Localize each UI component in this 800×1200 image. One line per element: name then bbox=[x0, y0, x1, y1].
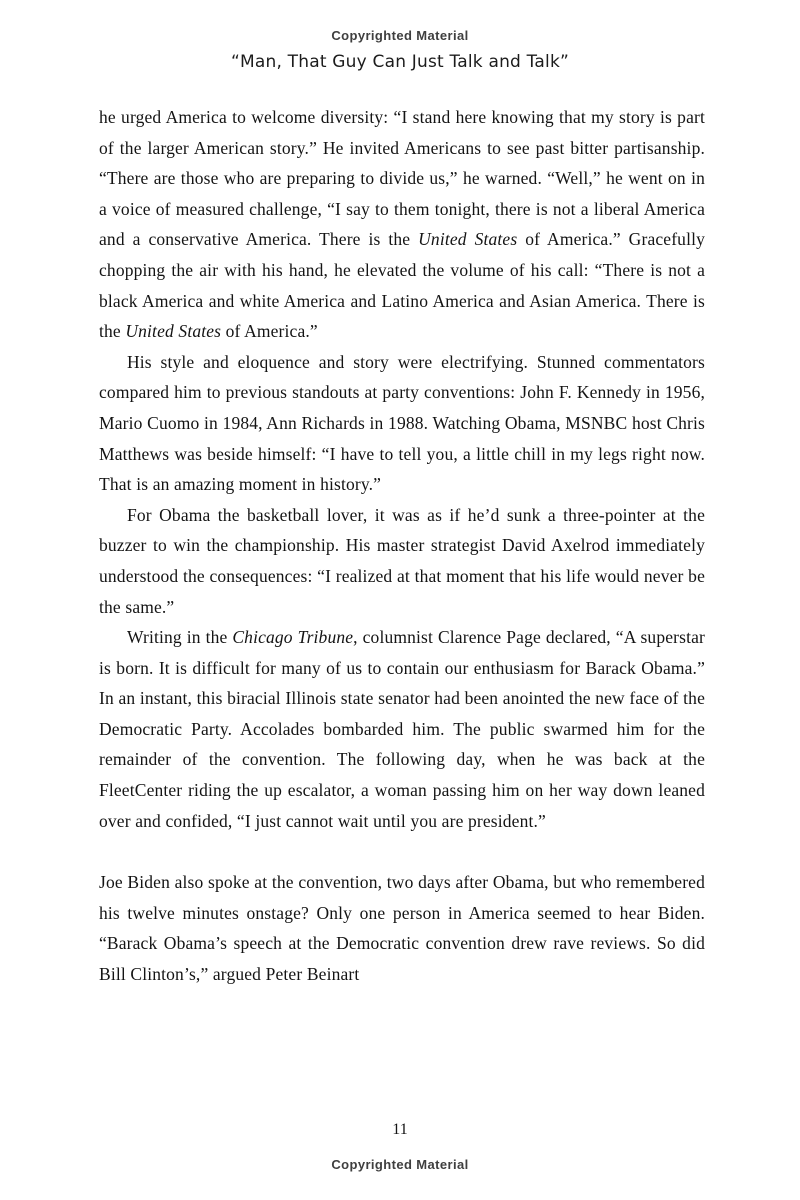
body-text bbox=[99, 102, 705, 990]
chapter-title: “Man, That Guy Can Just Talk and Talk” bbox=[230, 52, 570, 72]
text-run: he urged America to welcome diversity: “I stand here knowing that my story is part of the larger American story.” He invited Americans to see past bitter partisanship. “There are those who are preparing to divide us,” he warned. “Well,” he went on in a voice of measured challenge, “I say to them tonight, there is not a liberal America and a conservative America. There is the bbox=[99, 107, 705, 250]
copyright-notice-top: Copyrighted Material bbox=[331, 28, 469, 43]
paragraph-2 bbox=[99, 347, 705, 500]
paragraph-5 bbox=[99, 867, 705, 989]
text-run: , columnist Clarence Page declared, “A superstar is born. It is difficult for many of us to contain our enthusiasm for Barack Obama.” In an instant, this biracial Illinois state senator had been anointed the new face of the Democratic Party. Accolades bombarded him. The public swarmed him for the remainder of the convention. The following day, when he was back at the FleetCenter riding the up escalator, a woman passing him on her way down leaned over and confided, “I just cannot wait until you are president.” bbox=[99, 627, 705, 831]
paragraph-1 bbox=[99, 102, 705, 347]
text-run-italic: Chicago Tribune bbox=[232, 627, 354, 648]
text-run: His style and eloquence and story were electrifying. Stunned commentators compared him to previous standouts at party conventions: John F. Kennedy in 1956, Mario Cuomo in 1984, Ann Richards in 1988. Watching Obama, MSNBC host Chris Matthews was beside himself: “I have to tell you, a little chill in my legs right now. That is an amazing moment in history.” bbox=[99, 351, 705, 495]
copyright-notice-bottom: Copyrighted Material bbox=[331, 1157, 469, 1172]
paragraph-3 bbox=[99, 500, 705, 622]
text-run: For Obama the basketball lover, it was as if he’d sunk a three-pointer at the buzzer to win the championship. His master strategist David Axelrod immediately understood the consequences: “I realized at that moment that his life would never be the same.” bbox=[99, 504, 705, 617]
page-number: 11 bbox=[392, 1121, 408, 1138]
text-run: Joe Biden also spoke at the convention, two days after Obama, but who remembered his twelve minutes onstage? Only one person in America seemed to hear Biden. “Barack Obama’s speech at the Democratic convention drew rave reviews. So did Bill Clinton’s,” argued Peter Beinart bbox=[99, 872, 705, 985]
text-run-italic: United States bbox=[125, 321, 222, 342]
text-run: Writing in the bbox=[127, 627, 233, 648]
paragraph-4 bbox=[99, 622, 705, 836]
text-run-italic: United States bbox=[418, 229, 518, 250]
text-run: of America.” Gracefully chopping the air with his hand, he elevated the volume of his call: “There is not a black America and white America and Latino America and Asian America. There is the bbox=[99, 229, 705, 342]
text-run: of America.” bbox=[221, 321, 318, 342]
